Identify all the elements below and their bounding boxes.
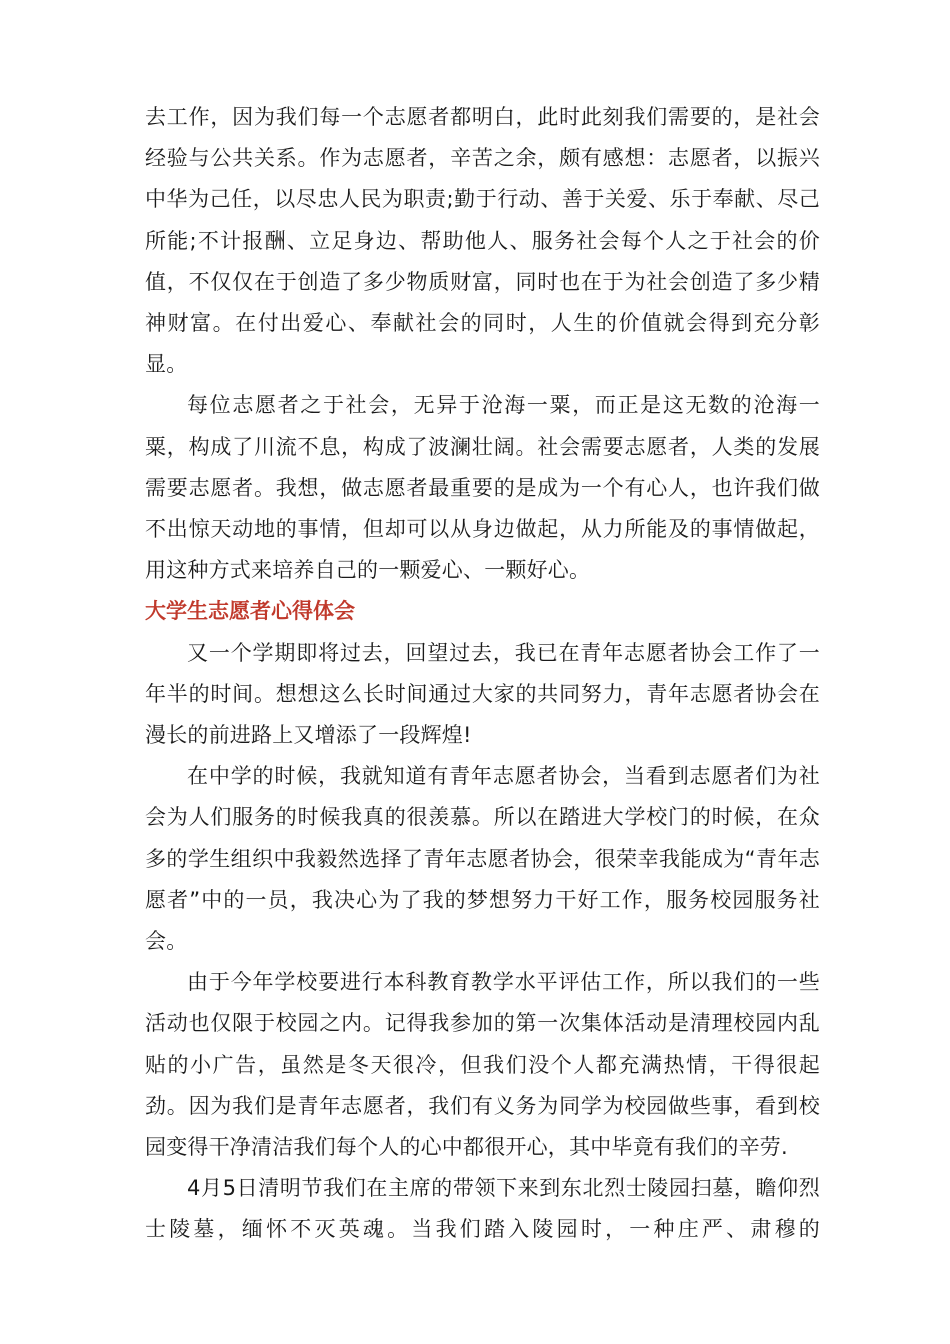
section-heading: 大学生志愿者心得体会 (145, 599, 355, 624)
paragraph-continued-2: 每位志愿者之于社会，无异于沧海一粟，而正是这无数的沧海一粟，构成了川流不息，构成了波澜壮阔。社会需要志愿者，人类的发展需要志愿者。我想，做志愿者最重要的是成为一个有心人，也许我们做不出惊天动地的事情，但却可以从身边做起，从力所能及的事情做起，用这种方式来培养自己的一颗爱心、一颗好心。 (145, 393, 820, 583)
document-body (145, 97, 820, 1251)
paragraph-continued-1: 去工作，因为我们每一个志愿者都明白，此时此刻我们需要的，是社会经验与公共关系。作为志愿者，辛苦之余，颇有感想：志愿者，以振兴中华为己任，以尽忠人民为职责;勤于行动、善于关爱、乐于奉献、尽己所能;不计报酬、立足身边、帮助他人、服务社会每个人之于社会的价值，不仅仅在于创造了多少物质财富，同时也在于为社会创造了多少精神财富。在付出爱心、奉献社会的同时，人生的价值就会得到充分彰显。 (145, 105, 820, 377)
paragraph-section-1: 又一个学期即将过去，回望过去，我已在青年志愿者协会工作了一年半的时间。想想这么长时间通过大家的共同努力，青年志愿者协会在漫长的前进路上又增添了一段辉煌! (145, 640, 820, 748)
paragraph-section-3: 由于今年学校要进行本科教育教学水平评估工作，所以我们的一些活动也仅限于校园之内。记得我参加的第一次集体活动是清理校园内乱贴的小广告，虽然是冬天很冷，但我们没个人都充满热情，干得很起劲。因为我们是青年志愿者，我们有义务为同学为校园做些事，看到校园变得干净清洁我们每个人的心中都很开心，其中毕竟有我们的辛劳. (145, 970, 820, 1160)
paragraph-section-2: 在中学的时候，我就知道有青年志愿者协会，当看到志愿者们为社会为人们服务的时候我真的很羡慕。所以在踏进大学校门的时候，在众多的学生组织中我毅然选择了青年志愿者协会，很荣幸我能成为“青年志愿者”中的一员，我决心为了我的梦想努力干好工作，服务校园服务社会。 (145, 764, 820, 954)
paragraph-section-4: 4月5日清明节我们在主席的带领下来到东北烈士陵园扫墓，瞻仰烈士陵墓，缅怀不灭英魂。当我们踏入陵园时，一种庄严、肃穆的 (145, 1176, 820, 1242)
